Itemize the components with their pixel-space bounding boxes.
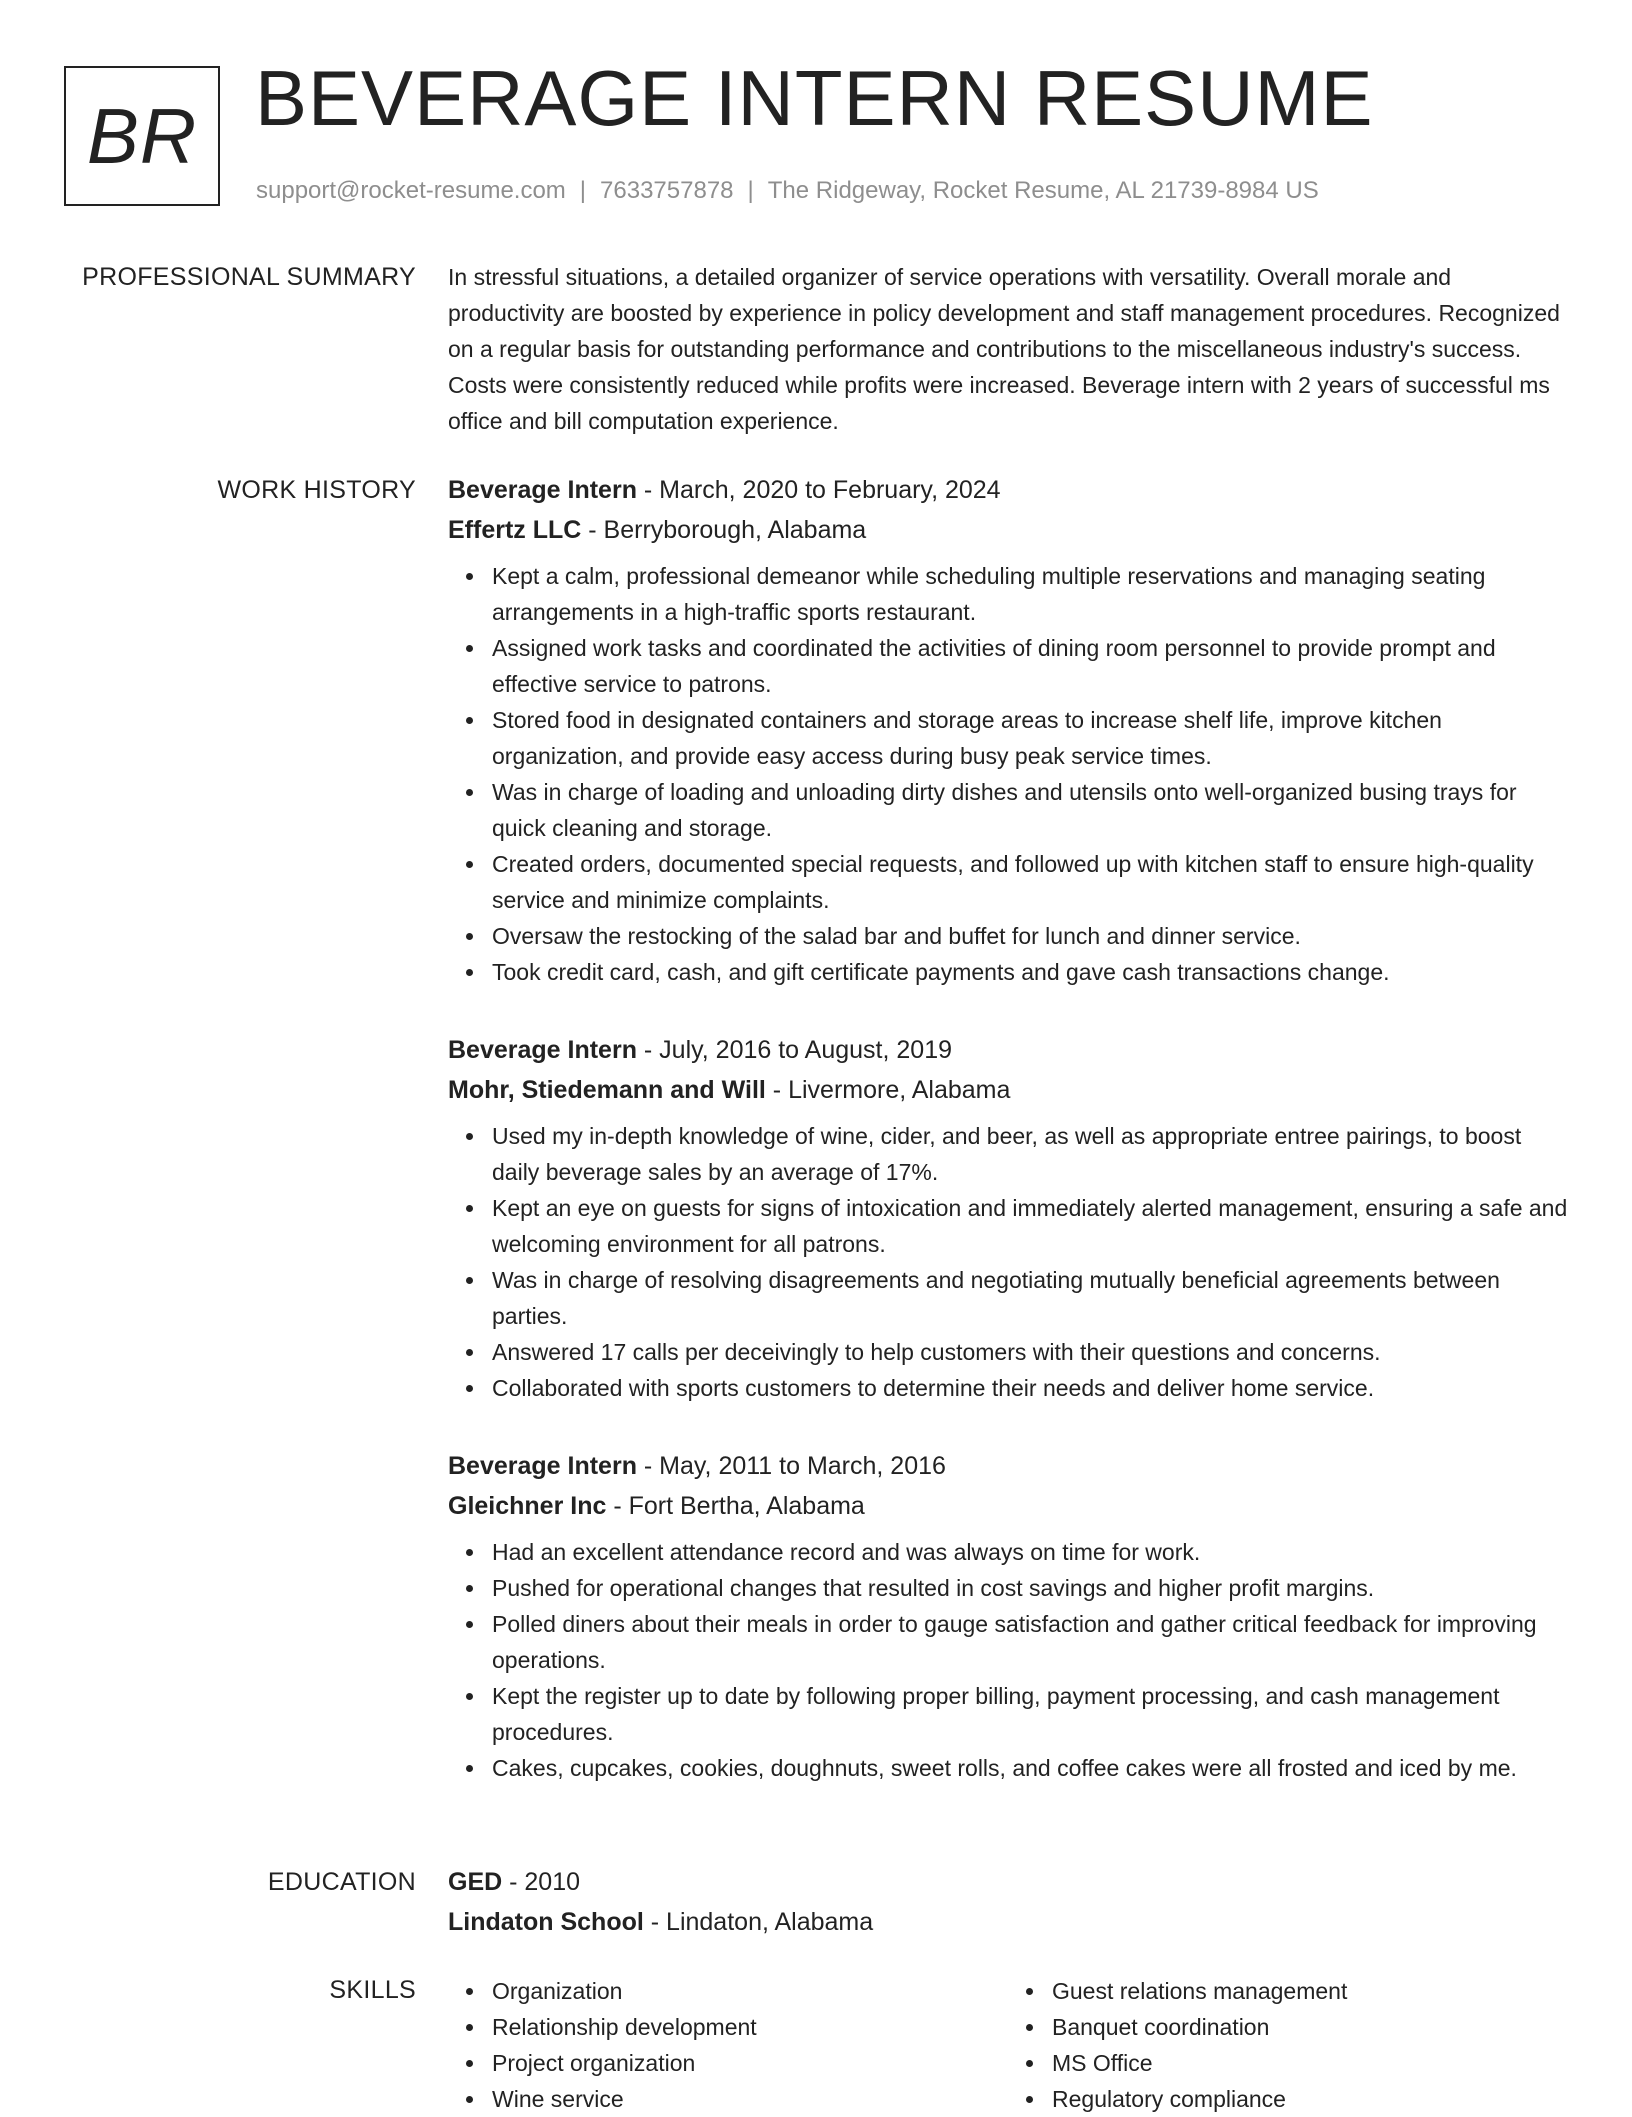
contact-separator: | bbox=[747, 177, 754, 204]
education-entry bbox=[448, 1862, 1568, 1942]
job-bullet: Polled diners about their meals in order to gauge satisfaction and gather critical feedback for improving operations. bbox=[492, 1606, 1568, 1678]
job-company-line bbox=[448, 1486, 1568, 1526]
job-bullet: Took credit card, cash, and gift certificate payments and gave cash transactions change. bbox=[492, 954, 1568, 990]
skill-item: Relationship development bbox=[492, 2009, 1008, 2045]
job-bullet: Was in charge of loading and unloading dirty dishes and utensils onto well-organized busing trays for quick cleaning and storage. bbox=[492, 774, 1568, 846]
job-bullet: Kept the register up to date by following proper billing, payment processing, and cash management procedures. bbox=[492, 1678, 1568, 1750]
job-bullet: Created orders, documented special requests, and followed up with kitchen staff to ensure high-quality service and minimize complaints. bbox=[492, 846, 1568, 918]
job-bullets bbox=[448, 1534, 1568, 1786]
job-location: - Livermore, Alabama bbox=[765, 1076, 1011, 1104]
job-title: Beverage Intern bbox=[448, 476, 637, 504]
job-location: - Fort Bertha, Alabama bbox=[606, 1492, 865, 1520]
job-company: Mohr, Stiedemann and Will bbox=[448, 1076, 766, 1104]
job-entry bbox=[448, 1030, 1568, 1406]
job-company-line bbox=[448, 1070, 1568, 1110]
skills-section bbox=[448, 1973, 1568, 2117]
job-location: - Berryborough, Alabama bbox=[581, 516, 867, 544]
job-title: Beverage Intern bbox=[448, 1452, 637, 1480]
skills-list-right bbox=[1008, 1973, 1568, 2117]
job-title-line bbox=[448, 1030, 1568, 1070]
job-bullets bbox=[448, 558, 1568, 990]
job-company: Effertz LLC bbox=[448, 516, 582, 544]
job-title: Beverage Intern bbox=[448, 1036, 637, 1064]
job-bullet: Assigned work tasks and coordinated the activities of dining room personnel to provide prompt and effective service to patrons. bbox=[492, 630, 1568, 702]
contact-phone: 7633757878 bbox=[600, 177, 734, 204]
skill-item: Wine service bbox=[492, 2081, 1008, 2117]
work-history-heading: WORK HISTORY bbox=[217, 476, 416, 504]
contact-line bbox=[256, 176, 1319, 206]
skill-item: Banquet coordination bbox=[1052, 2009, 1568, 2045]
job-title-line bbox=[448, 470, 1568, 510]
job-bullet: Stored food in designated containers and storage areas to increase shelf life, improve kitchen organization, and provide easy access during busy peak service times. bbox=[492, 702, 1568, 774]
job-bullet: Pushed for operational changes that resulted in cost savings and higher profit margins. bbox=[492, 1570, 1568, 1606]
job-dates: - March, 2020 to February, 2024 bbox=[636, 476, 1001, 504]
job-bullet: Collaborated with sports customers to determine their needs and deliver home service. bbox=[492, 1370, 1568, 1406]
contact-email: support@rocket-resume.com bbox=[256, 177, 566, 204]
monogram-box bbox=[64, 66, 220, 206]
skills-list-left bbox=[448, 1973, 1008, 2117]
skill-item: Organization bbox=[492, 1973, 1008, 2009]
job-bullet: Oversaw the restocking of the salad bar and buffet for lunch and dinner service. bbox=[492, 918, 1568, 954]
education-location: - Lindaton, Alabama bbox=[643, 1908, 874, 1936]
job-bullet: Kept an eye on guests for signs of intoxication and immediately alerted management, ensuring a safe and welcoming environment for all patrons. bbox=[492, 1190, 1568, 1262]
contact-address: The Ridgeway, Rocket Resume, AL 21739-8984 US bbox=[767, 177, 1319, 204]
page-title: BEVERAGE INTERN RESUME bbox=[255, 54, 1374, 142]
job-entry bbox=[448, 470, 1568, 990]
education-degree-line bbox=[448, 1862, 1568, 1902]
skill-item: Guest relations management bbox=[1052, 1973, 1568, 2009]
job-bullet: Had an excellent attendance record and was always on time for work. bbox=[492, 1534, 1568, 1570]
job-title-line bbox=[448, 1446, 1568, 1486]
summary-section bbox=[448, 259, 1568, 439]
skill-item: MS Office bbox=[1052, 2045, 1568, 2081]
education-year: - 2010 bbox=[502, 1868, 581, 1896]
job-dates: - May, 2011 to March, 2016 bbox=[636, 1452, 946, 1480]
job-bullet: Answered 17 calls per deceivingly to help customers with their questions and concerns. bbox=[492, 1334, 1568, 1370]
skill-item: Regulatory compliance bbox=[1052, 2081, 1568, 2117]
education-school: Lindaton School bbox=[448, 1908, 644, 1936]
skill-item: Project organization bbox=[492, 2045, 1008, 2081]
summary-text: In stressful situations, a detailed organizer of service operations with versatility. Overall morale and productivity are boosted by experience in policy development and staff management procedures. Recognized on a regular basis for outstanding performance and contributions to the miscellaneous industry's success. Costs were consistently reduced while profits were increased. Beverage intern with 2 years of successful ms office and bill computation experience. bbox=[448, 264, 1560, 434]
monogram-initials: BR bbox=[86, 91, 198, 180]
education-degree: GED bbox=[448, 1868, 503, 1896]
skills-heading: SKILLS bbox=[329, 1976, 416, 2004]
job-dates: - July, 2016 to August, 2019 bbox=[636, 1036, 952, 1064]
education-heading: EDUCATION bbox=[267, 1868, 416, 1896]
job-entry bbox=[448, 1446, 1568, 1786]
job-bullet: Was in charge of resolving disagreements and negotiating mutually beneficial agreements between parties. bbox=[492, 1262, 1568, 1334]
education-school-line bbox=[448, 1902, 1568, 1942]
summary-heading: PROFESSIONAL SUMMARY bbox=[82, 263, 416, 291]
job-bullet: Cakes, cupcakes, cookies, doughnuts, sweet rolls, and coffee cakes were all frosted and iced by me. bbox=[492, 1750, 1568, 1786]
job-bullets bbox=[448, 1118, 1568, 1406]
job-company: Gleichner Inc bbox=[448, 1492, 607, 1520]
job-company-line bbox=[448, 510, 1568, 550]
contact-separator: | bbox=[579, 177, 587, 204]
job-bullet: Used my in-depth knowledge of wine, cider, and beer, as well as appropriate entree pairings, to boost daily beverage sales by an average of 17%. bbox=[492, 1118, 1568, 1190]
job-bullet: Kept a calm, professional demeanor while scheduling multiple reservations and managing seating arrangements in a high-traffic sports restaurant. bbox=[492, 558, 1568, 630]
